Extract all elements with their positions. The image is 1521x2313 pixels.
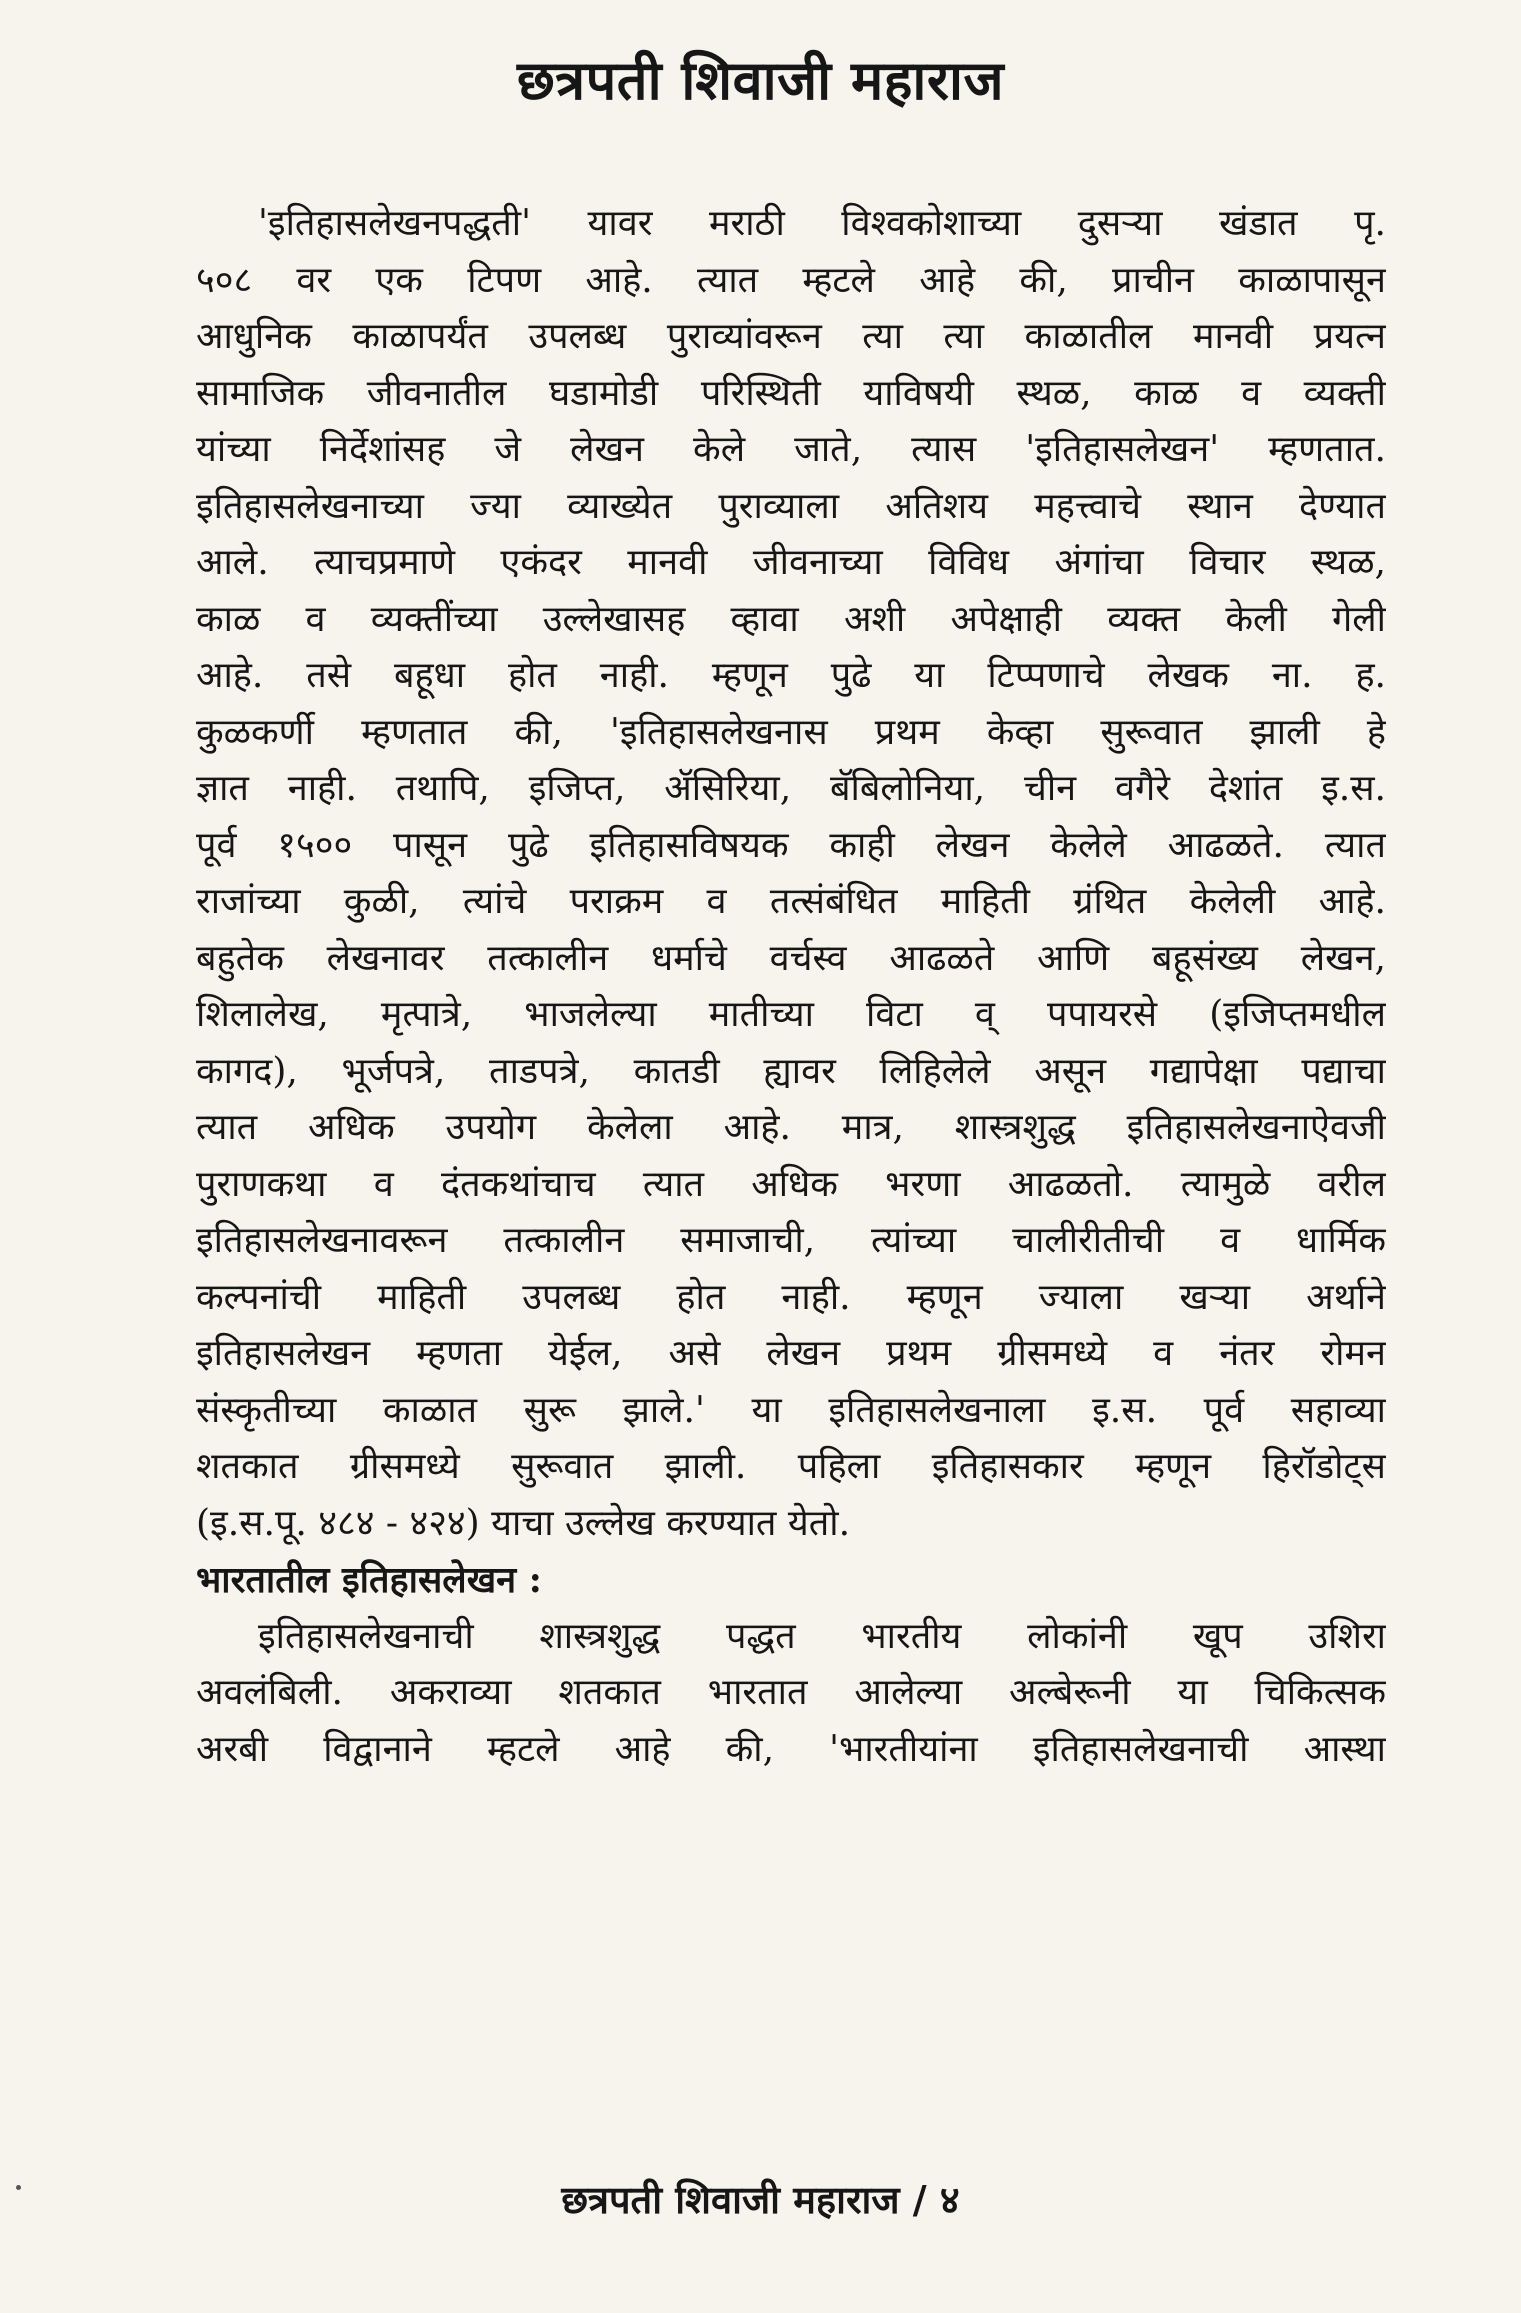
- section-heading: भारतातील इतिहासलेखन :: [196, 1559, 542, 1601]
- text-line: राजांच्या कुळी, त्यांचे पराक्रम व तत्संबंधित माहिती ग्रंथित केलेली आहे.: [196, 881, 1386, 922]
- text-line: त्यात अधिक उपयोग केलेला आहे. मात्र, शास्त्रशुद्ध इतिहासलेखनाऐवजी: [196, 1107, 1386, 1148]
- text-line: आले. त्याचप्रमाणे एकंदर मानवी जीवनाच्या विविध अंगांचा विचार स्थळ,: [196, 542, 1386, 583]
- text-line: बहुतेक लेखनावर तत्कालीन धर्माचे वर्चस्व आढळते आणि बहूसंख्य लेखन,: [196, 937, 1386, 979]
- text-line: अरबी विद्वानाने म्हटले आहे की, 'भारतीयांना इतिहासलेखनाची आस्था: [196, 1728, 1386, 1770]
- text-line: काळ व व्यक्तींच्या उल्लेखासह व्हावा अशी अपेक्षाही व्यक्त केली गेली: [196, 598, 1386, 640]
- page-footer: छत्रपती शिवाजी महाराज / ४: [561, 2177, 960, 2222]
- text-line: ५०८ वर एक टिपण आहे. त्यात म्हटले आहे की, प्राचीन काळापासून: [196, 259, 1386, 301]
- body-text: [196, 196, 1386, 1778]
- text-line: इतिहासलेखनाची शास्त्रशुद्ध पद्धत भारतीय लोकांनी खूप उशिरा: [258, 1615, 1386, 1657]
- text-line: शतकात ग्रीसमध्ये सुरूवात झाली. पहिला इतिहासकार म्हणून हिरॉडोट्स: [196, 1446, 1386, 1487]
- running-header-title: छत्रपती शिवाजी महाराज: [516, 48, 1005, 112]
- text-line: पुराणकथा व दंतकथांचाच त्यात अधिक भरणा आढळतो. त्यामुळे वरील: [196, 1163, 1386, 1205]
- text-line: अवलंबिली. अकराव्या शतकात भारतात आलेल्या अल्बेरूनी या चिकित्सक: [196, 1672, 1386, 1713]
- text-line: सामाजिक जीवनातील घडामोडी परिस्थिती याविषयी स्थळ, काळ व व्यक्ती: [196, 372, 1386, 414]
- text-line: इतिहासलेखन म्हणता येईल, असे लेखन प्रथम ग्रीसमध्ये व नंतर रोमन: [196, 1333, 1386, 1374]
- text-line: ज्ञात नाही. तथापि, इजिप्त, ॲसिरिया, बॅबिलोनिया, चीन वगैरे देशांत इ.स.: [196, 768, 1386, 809]
- text-line: कुळकर्णी म्हणतात की, 'इतिहासलेखनास प्रथम केव्हा सुरूवात झाली हे: [196, 711, 1386, 753]
- text-line: पूर्व १५०० पासून पुढे इतिहासविषयक काही लेखन केलेले आढळते. त्यात: [196, 824, 1386, 866]
- text-line: इतिहासलेखनावरून तत्कालीन समाजाची, त्यांच्या चालीरीतीची व धार्मिक: [196, 1220, 1386, 1261]
- text-line: (इ.स.पू. ४८४ - ४२४) याचा उल्लेख करण्यात येतो.: [196, 1502, 851, 1544]
- text-line: 'इतिहासलेखनपद्धती' यावर मराठी विश्वकोशाच्या दुसऱ्या खंडात पृ.: [258, 203, 1386, 244]
- text-line: कागद), भूर्जपत्रे, ताडपत्रे, कातडी ह्यावर लिहिलेले असून गद्यापेक्षा पद्याचा: [196, 1050, 1386, 1092]
- text-line: कल्पनांची माहिती उपलब्ध होत नाही. म्हणून ज्याला खऱ्या अर्थाने: [196, 1276, 1386, 1318]
- text-line: इतिहासलेखनाच्या ज्या व्याख्येत पुराव्याला अतिशय महत्त्वाचे स्थान देण्यात: [196, 485, 1386, 527]
- text-line: शिलालेख, मृत्पात्रे, भाजलेल्या मातीच्या विटा व् पपायरसे (इजिप्तमधील: [196, 994, 1386, 1035]
- text-line: आधुनिक काळापर्यंत उपलब्ध पुराव्यांवरून त्या त्या काळातील मानवी प्रयत्न: [196, 316, 1386, 357]
- text-line: यांच्या निर्देशांसह जे लेखन केले जाते, त्यास 'इतिहासलेखन' म्हणतात.: [196, 429, 1386, 470]
- text-line: संस्कृतीच्या काळात सुरू झाले.' या इतिहासलेखनाला इ.स. पूर्व सहाव्या: [196, 1389, 1386, 1431]
- text-line: आहे. तसे बहूधा होत नाही. म्हणून पुढे या टिप्पणाचे लेखक ना. ह.: [196, 655, 1386, 696]
